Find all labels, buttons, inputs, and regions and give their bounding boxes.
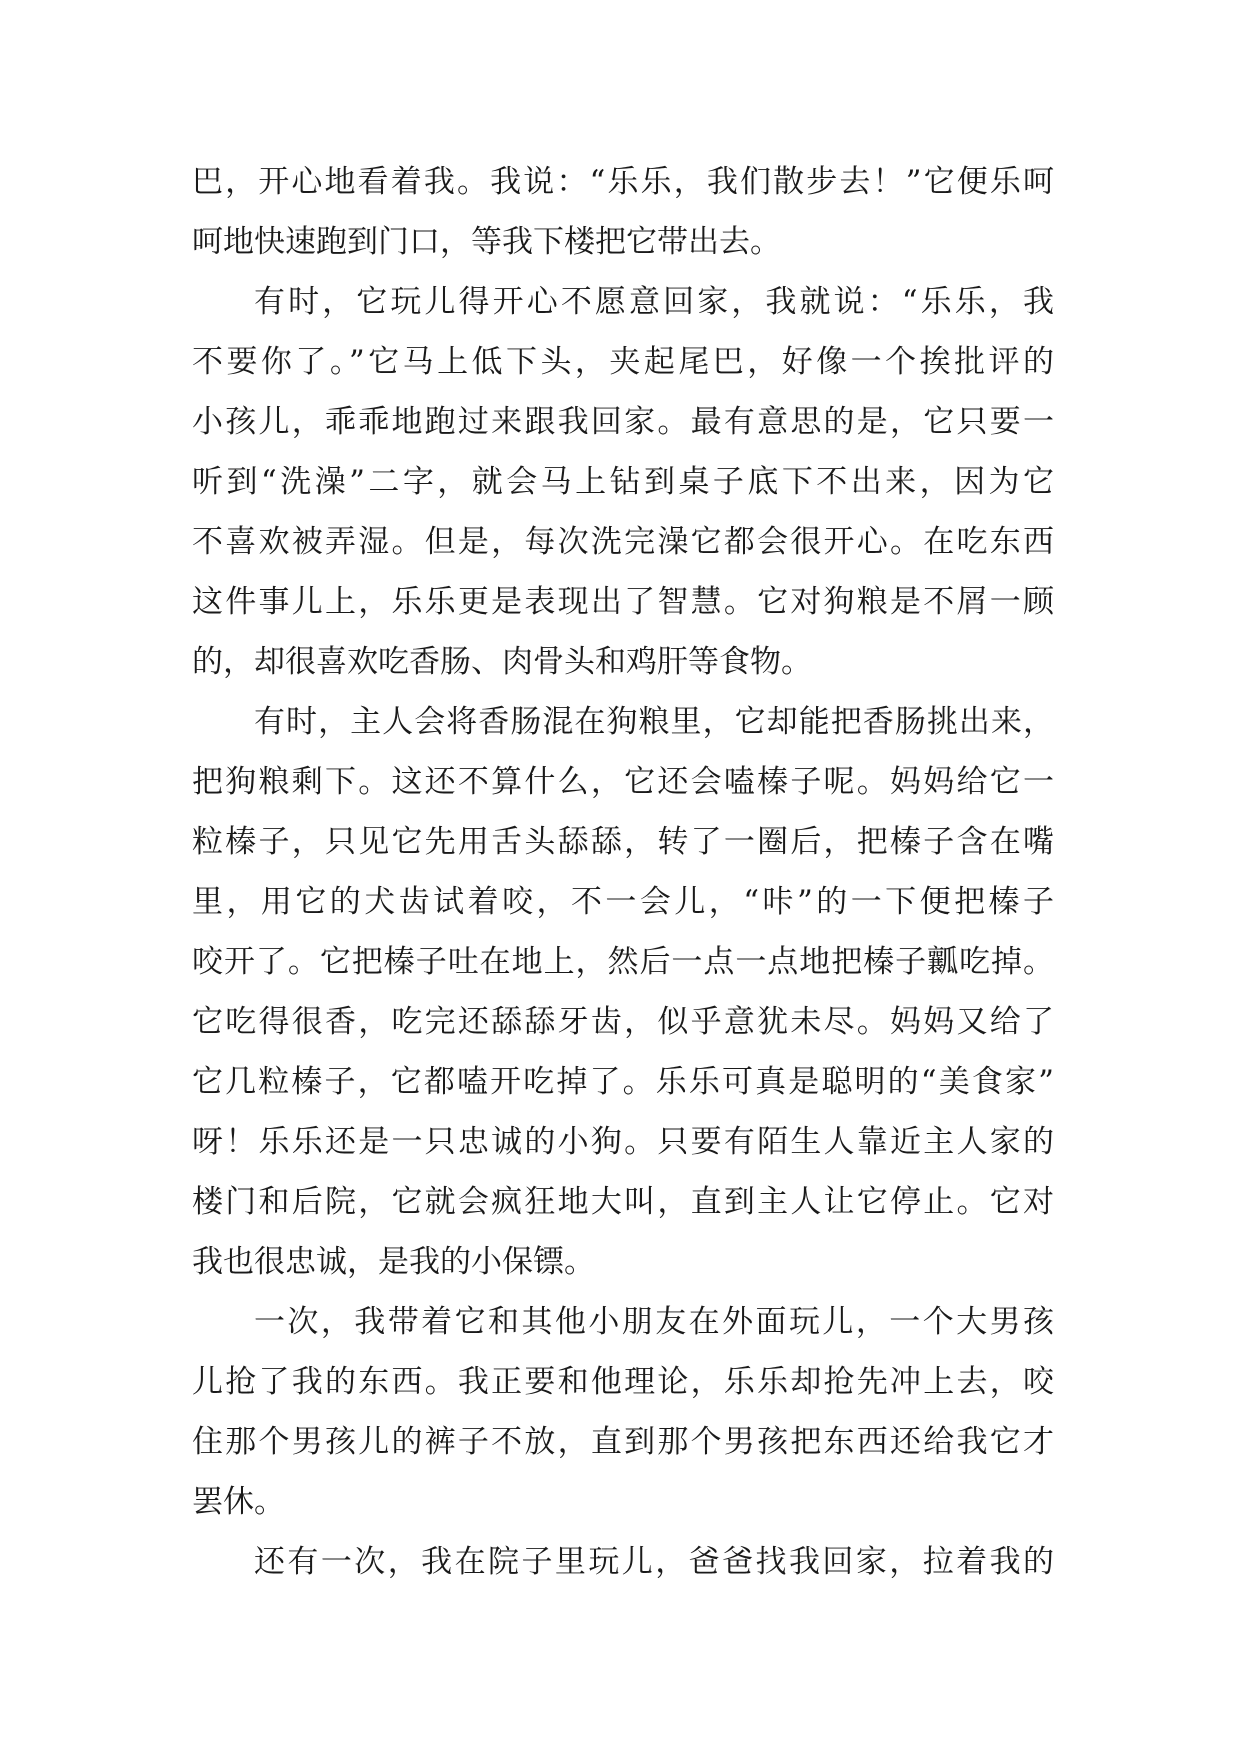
text-line: 把狗粮剩下。这还不算什么，它还会嗑榛子呢。妈妈给它一 [192,764,1054,800]
text-line: 呀！乐乐还是一只忠诚的小狗。只要有陌生人靠近主人家的 [192,1124,1054,1160]
text-line: 儿抢了我的东西。我正要和他理论，乐乐却抢先冲上去，咬 [192,1364,1054,1400]
text-line: 我也很忠诚，是我的小保镖。 [192,1244,595,1280]
paragraph-start-line: 有时，它玩儿得开心不愿意回家，我就说：“乐乐，我 [254,284,1054,320]
text-line: 它几粒榛子，它都嗑开吃掉了。乐乐可真是聪明的“美食家” [192,1064,1054,1100]
document-page [192,152,1054,1592]
paragraph-start-line: 有时，主人会将香肠混在狗粮里，它却能把香肠挑出来， [254,704,1054,740]
text-line: 它吃得很香，吃完还舔舔牙齿，似乎意犹未尽。妈妈又给了 [192,1004,1054,1040]
text-line: 呵地快速跑到门口，等我下楼把它带出去。 [192,224,781,260]
text-line: 咬开了。它把榛子吐在地上，然后一点一点地把榛子瓤吃掉。 [192,944,1054,980]
paragraph-start-line: 一次，我带着它和其他小朋友在外面玩儿，一个大男孩 [254,1304,1054,1340]
text-line: 的，却很喜欢吃香肠、肉骨头和鸡肝等食物。 [192,644,812,680]
text-line: 听到“洗澡”二字，就会马上钻到桌子底下不出来，因为它 [192,464,1054,500]
text-line: 不要你了。”它马上低下头，夹起尾巴，好像一个挨批评的 [192,344,1054,380]
text-line: 住那个男孩儿的裤子不放，直到那个男孩把东西还给我它才 [192,1424,1054,1460]
text-line: 小孩儿，乖乖地跑过来跟我回家。最有意思的是，它只要一 [192,404,1054,440]
text-line: 楼门和后院，它就会疯狂地大叫，直到主人让它停止。它对 [192,1184,1054,1220]
text-line: 粒榛子，只见它先用舌头舔舔，转了一圈后，把榛子含在嘴 [192,824,1054,860]
text-line: 罢休。 [192,1484,285,1520]
text-line: 这件事儿上，乐乐更是表现出了智慧。它对狗粮是不屑一顾 [192,584,1054,620]
text-line: 不喜欢被弄湿。但是，每次洗完澡它都会很开心。在吃东西 [192,524,1054,560]
text-line: 巴，开心地看着我。我说：“乐乐，我们散步去！”它便乐呵 [192,164,1054,200]
text-line: 里，用它的犬齿试着咬，不一会儿，“咔”的一下便把榛子 [192,884,1054,920]
paragraph-start-line: 还有一次，我在院子里玩儿，爸爸找我回家，拉着我的 [254,1544,1054,1580]
